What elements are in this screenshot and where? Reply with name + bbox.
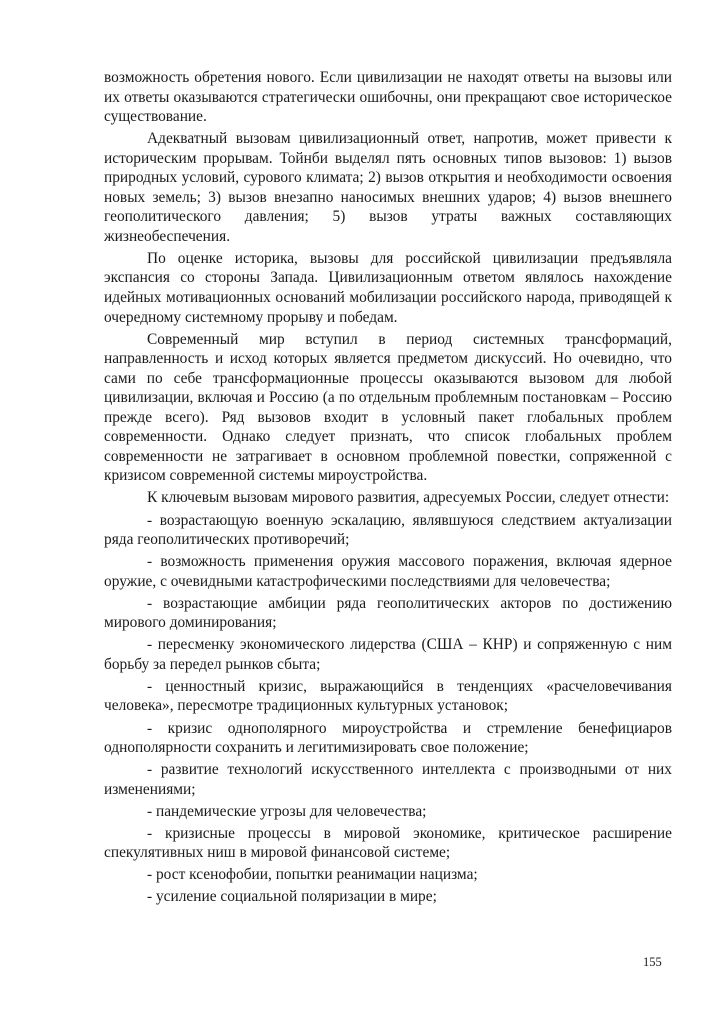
paragraph-key-challenges-intro: К ключевым вызовам мирового развития, адресуемых России, следует отнести: — [147, 489, 670, 507]
body-text — [104, 68, 672, 907]
paragraph-modern-world: Современный мир вступил в период системных трансформаций, направленность и исход которых является предметом дискуссий. Но очевидно, что сами по себе трансформационные процессы оказываются вызовом для любой цивилизации, включая и Россию (а по отдельным проблемным постановкам – Россию прежде всего). Ряд вызовов входит в условный пакет глобальных проблем современности. Однако следует признать, что список глобальных проблем современности не затрагивает в основном проблемной повестки, сопряженной с кризисом современной системы мироустройства. — [104, 330, 672, 485]
list-item-value-crisis: - ценностный кризис, выражающийся в тенденциях «расчеловечивания человека», пересмотре традиционных культурных установок; — [104, 677, 672, 715]
paragraph-toynbee-challenges: Адекватный вызовам цивилизационный ответ, напротив, может привести к историческим прорывам. Тойнби выделял пять основных типов вызовов: 1) вызов природных условий, сурового климата; 2) вызов открытия и необходимости освоения новых земель; 3) вызов внезапно наносимых внешних ударов; 4) вызов внешнего геополитического давления; 5) вызов утраты важных составляющих жизнеобеспечения. — [104, 130, 672, 245]
page-number: 155 — [643, 955, 662, 969]
paragraph-intro: возможность обретения нового. Если цивилизации не находят ответы на вызовы или их ответы оказываются стратегически ошибочны, они прекращают свое историческое существование. — [104, 69, 672, 126]
list-item-unipolar-crisis: - кризис однополярного мироустройства и стремление бенефициаров однополярности сохранить и легитимизировать свое положение; — [104, 719, 672, 757]
list-item-military-escalation: - возрастающую военную эскалацию, являвшуюся следствием актуализации ряда геополитических противоречий; — [104, 511, 672, 549]
list-item-mass-destruction-weapons: - возможность применения оружия массового поражения, включая ядерное оружие, с очевидными катастрофическими последствиями для человечества; — [104, 553, 672, 590]
list-item-artificial-intelligence: - развитие технологий искусственного интеллекта с производными от них изменениями; — [104, 761, 672, 798]
list-item-economic-leadership: - пересменку экономического лидерства (США – КНР) и сопряженную с ним борьбу за передел рынков сбыта; — [104, 636, 672, 673]
list-item-world-domination: - возрастающие амбиции ряда геополитических акторов по достижению мирового доминирования; — [104, 594, 672, 632]
paragraph-russian-civilization: По оценке историка, вызовы для российской цивилизации предъявляла экспансия со стороны Запада. Цивилизационным ответом являлось нахождение идейных мотивационных оснований мобилизации российского народа, приводящей к очередному системному прорыву и победам. — [104, 249, 672, 326]
list-item-social-polarization: - усиление социальной поляризации в мире; — [147, 888, 437, 906]
list-item-xenophobia: - рост ксенофобии, попытки реанимации нацизма; — [147, 866, 478, 884]
list-item-pandemic-threats: - пандемические угрозы для человечества; — [147, 802, 427, 820]
list-item-economic-crisis: - кризисные процессы в мировой экономике, критическое расширение спекулятивных ниш в мировой финансовой системе; — [104, 824, 672, 862]
